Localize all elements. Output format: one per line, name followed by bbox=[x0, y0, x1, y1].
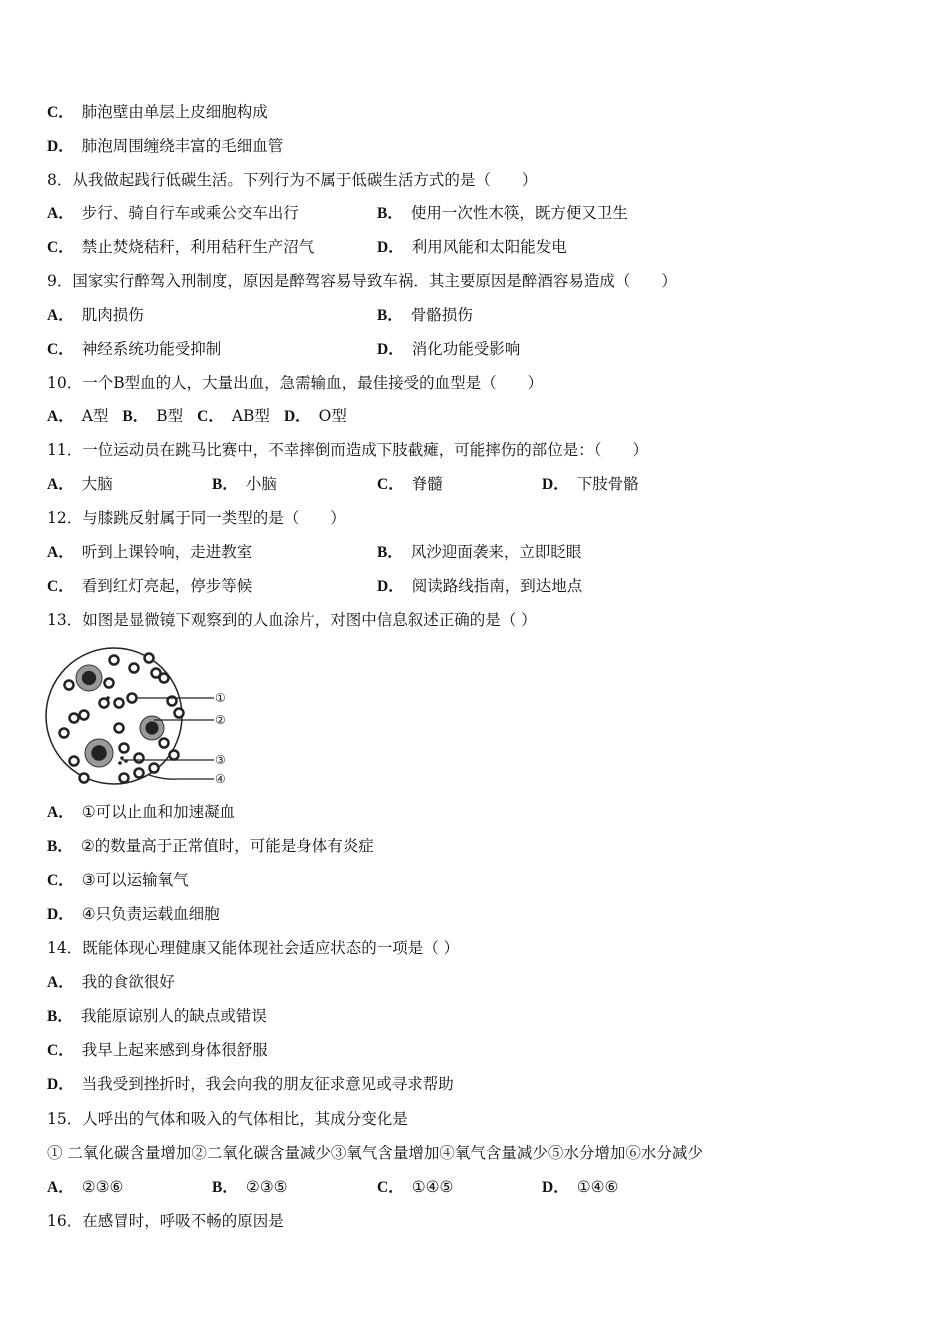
option-label: B． bbox=[377, 307, 403, 324]
option-label: C． bbox=[47, 578, 74, 595]
option bbox=[47, 137, 283, 155]
option-text: 肺泡周围缠绕丰富的毛细血管 bbox=[81, 137, 284, 155]
option-label: D． bbox=[377, 341, 404, 358]
option-text: 下肢骨骼 bbox=[576, 475, 639, 493]
option-text: ④只负责运载血细胞 bbox=[81, 905, 220, 923]
option-text: ②③⑤ bbox=[245, 1178, 288, 1196]
blood-smear-figure bbox=[44, 643, 234, 793]
option-label: B． bbox=[47, 838, 73, 855]
option-label: C． bbox=[47, 341, 74, 358]
answer-options bbox=[47, 473, 907, 495]
figure-label-1: ① bbox=[215, 691, 226, 705]
option-label: D． bbox=[542, 476, 569, 493]
answer-options bbox=[47, 405, 361, 427]
option-label: C． bbox=[377, 476, 404, 493]
question-text: 9．国家实行醉驾入刑制度，原因是醉驾容易导致车祸．其主要原因是醉酒容易造成（ ） bbox=[47, 272, 677, 290]
option-text: ②③⑥ bbox=[81, 1178, 124, 1196]
answer-option bbox=[47, 407, 108, 425]
answer-options bbox=[47, 575, 907, 597]
option-text: 骨骼损伤 bbox=[410, 306, 473, 324]
option-label: B． bbox=[212, 476, 238, 493]
option-text: 脊髓 bbox=[411, 475, 443, 493]
answer-option bbox=[542, 473, 639, 496]
answer-option bbox=[47, 338, 221, 361]
option-text: 阅读路线指南，到达地点 bbox=[411, 577, 583, 595]
answer-options bbox=[47, 304, 907, 326]
answer-options bbox=[47, 541, 907, 563]
option-label: A． bbox=[47, 804, 74, 821]
answer-options bbox=[47, 202, 907, 224]
question-text: 11．一位运动员在跳马比赛中，不幸摔倒而造成下肢截瘫，可能摔伤的部位是：（ ） bbox=[47, 441, 648, 459]
option-label: D． bbox=[47, 1076, 74, 1093]
answer-options bbox=[47, 236, 907, 258]
answer-option bbox=[47, 1176, 123, 1199]
option-text: 小脑 bbox=[245, 475, 277, 493]
answer-option bbox=[47, 304, 144, 327]
option-label: C． bbox=[47, 104, 74, 121]
answer-option bbox=[377, 338, 520, 361]
figure-label-4: ④ bbox=[215, 772, 226, 786]
option-label: D． bbox=[542, 1179, 569, 1196]
answer-option bbox=[47, 835, 374, 857]
option bbox=[47, 803, 235, 821]
option-text: 使用一次性木筷，既方便又卫生 bbox=[410, 204, 628, 222]
option-text: 步行、骑自行车或乘公交车出行 bbox=[81, 204, 299, 222]
question-text: 14．既能体现心理健康又能体现社会适应状态的一项是（ ） bbox=[47, 939, 460, 957]
option-text: 消化功能受影响 bbox=[411, 340, 521, 358]
answer-option bbox=[377, 202, 628, 225]
answer-option bbox=[47, 473, 113, 496]
option-text: 利用风能和太阳能发电 bbox=[411, 238, 567, 256]
option-text: 大脑 bbox=[81, 475, 113, 493]
option-label: A． bbox=[47, 408, 74, 425]
answer-option bbox=[47, 575, 252, 598]
option-text: 当我受到挫折时，我会向我的朋友征求意见或寻求帮助 bbox=[81, 1075, 454, 1093]
figure-label-2: ② bbox=[215, 713, 226, 727]
answer-option bbox=[47, 202, 299, 225]
option-text: 神经系统功能受抑制 bbox=[81, 340, 222, 358]
answer-option bbox=[47, 1073, 454, 1095]
answer-option bbox=[377, 304, 473, 327]
option-label: B． bbox=[122, 408, 149, 425]
figure-label-3: ③ bbox=[215, 753, 226, 767]
answer-option bbox=[47, 903, 220, 925]
option-text: ②的数量高于正常值时，可能是身体有炎症 bbox=[80, 837, 374, 855]
question-text: ① 二氧化碳含量增加②二氧化碳含量减少③氧气含量增加④氧气含量减少⑤水分增加⑥水分减少 bbox=[47, 1144, 703, 1162]
option-label: D． bbox=[377, 578, 404, 595]
option bbox=[47, 973, 175, 991]
option bbox=[47, 1075, 454, 1093]
answer-option bbox=[377, 236, 567, 259]
option-label: C． bbox=[47, 1042, 74, 1059]
answer-option bbox=[47, 236, 314, 259]
question-text: 8．从我做起践行低碳生活。下列行为不属于低碳生活方式的是（ ） bbox=[47, 171, 538, 189]
option bbox=[47, 1007, 267, 1025]
answer-option bbox=[212, 1176, 288, 1199]
answer-option bbox=[47, 1005, 267, 1027]
option-text: 禁止焚烧秸秆，利用秸秆生产沼气 bbox=[81, 238, 315, 256]
answer-option bbox=[47, 101, 268, 123]
answer-option bbox=[377, 1176, 453, 1199]
option-label: A． bbox=[47, 544, 74, 561]
option bbox=[47, 905, 220, 923]
option-text: 我能原谅别人的缺点或错误 bbox=[80, 1007, 267, 1025]
question-text: 15．人呼出的气体和吸入的气体相比，其成分变化是 bbox=[47, 1110, 408, 1128]
option-text: AB型 bbox=[231, 407, 270, 425]
option-text: 肺泡壁由单层上皮细胞构成 bbox=[81, 103, 268, 121]
answer-options bbox=[47, 338, 907, 360]
option-label: A． bbox=[47, 205, 74, 222]
answer-option bbox=[47, 869, 189, 891]
answer-options bbox=[47, 1176, 907, 1198]
answer-option bbox=[377, 541, 581, 564]
option-label: A． bbox=[47, 974, 74, 991]
option bbox=[47, 1041, 268, 1059]
answer-option bbox=[542, 1176, 618, 1199]
option-label: C． bbox=[377, 1179, 404, 1196]
option-label: A． bbox=[47, 476, 74, 493]
option-text: ①④⑤ bbox=[411, 1178, 454, 1196]
answer-option bbox=[197, 407, 270, 425]
answer-option bbox=[47, 135, 283, 157]
option-label: D． bbox=[47, 138, 74, 155]
answer-option bbox=[212, 473, 277, 496]
option-label: B． bbox=[377, 544, 403, 561]
option-label: C． bbox=[197, 408, 224, 425]
question-text: 13．如图是显微镜下观察到的人血涂片，对图中信息叙述正确的是（ ） bbox=[47, 611, 537, 629]
answer-option bbox=[47, 801, 235, 823]
option bbox=[47, 871, 189, 889]
option-label: A． bbox=[47, 307, 74, 324]
option-label: D． bbox=[283, 408, 311, 425]
option-text: 肌肉损伤 bbox=[81, 306, 144, 324]
option-label: B． bbox=[212, 1179, 238, 1196]
option-text: O型 bbox=[318, 407, 347, 425]
option-label: B． bbox=[47, 1008, 73, 1025]
answer-option bbox=[377, 575, 582, 598]
answer-option bbox=[47, 971, 175, 993]
option-label: D． bbox=[47, 906, 74, 923]
answer-option bbox=[377, 473, 443, 496]
answer-option bbox=[47, 541, 252, 564]
option-text: 我早上起来感到身体很舒服 bbox=[81, 1041, 268, 1059]
question-text: 12．与膝跳反射属于同一类型的是（ ） bbox=[47, 509, 346, 527]
option-text: A型 bbox=[81, 407, 109, 425]
answer-option bbox=[284, 407, 347, 425]
option-text: B型 bbox=[156, 407, 184, 425]
option-label: A． bbox=[47, 1179, 74, 1196]
answer-option bbox=[47, 1039, 268, 1061]
option-text: 风沙迎面袭来，立即眨眼 bbox=[410, 543, 582, 561]
option bbox=[47, 103, 268, 121]
option-text: ①可以止血和加速凝血 bbox=[81, 803, 236, 821]
option-label: C． bbox=[47, 872, 74, 889]
question-text: 10．一个B型血的人，大量出血，急需输血，最佳接受的血型是（ ） bbox=[47, 374, 544, 392]
option-text: 看到红灯亮起，停步等候 bbox=[81, 577, 253, 595]
option-label: B． bbox=[377, 205, 403, 222]
option-text: ③可以运输氧气 bbox=[81, 871, 189, 889]
option-text: 我的食欲很好 bbox=[81, 973, 175, 991]
option-label: D． bbox=[377, 239, 404, 256]
question-text: 16．在感冒时，呼吸不畅的原因是 bbox=[47, 1212, 284, 1230]
option bbox=[47, 837, 374, 855]
option-label: C． bbox=[47, 239, 74, 256]
option-text: 听到上课铃响，走进教室 bbox=[81, 543, 253, 561]
answer-option bbox=[122, 407, 183, 425]
option-text: ①④⑥ bbox=[576, 1178, 619, 1196]
